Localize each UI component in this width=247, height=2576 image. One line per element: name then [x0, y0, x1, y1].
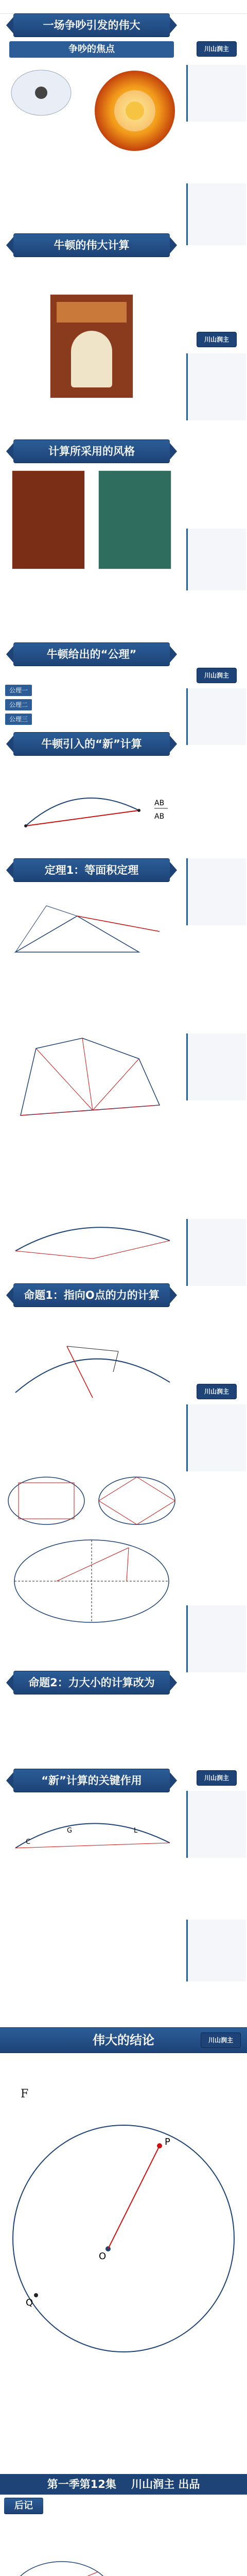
book-cover-principia: [50, 294, 133, 398]
axiom-text: [36, 714, 178, 725]
style-para-1: [5, 572, 178, 601]
section-intro: [0, 13, 183, 233]
season-by: 川山润主 出品: [131, 2478, 200, 2490]
main-column: [0, 13, 183, 1880]
author-badge: 川山润主: [197, 1770, 237, 1786]
equal-area-para-1: [5, 966, 178, 995]
label-ab: AB: [154, 799, 165, 807]
conclusion-para-1: [5, 2057, 242, 2067]
section-new-calc: [0, 732, 183, 858]
side-note: [186, 1219, 246, 1286]
point-q: [34, 2293, 38, 2297]
section-title-intro: 一场争吵引发的伟大: [13, 13, 170, 37]
section-key-role: [0, 1769, 183, 1880]
afterword-para-2: [125, 2551, 242, 2576]
conclusion-headline: [5, 2072, 242, 2082]
axioms-block: [0, 666, 183, 732]
side-note: [186, 65, 246, 122]
equal-area-para-2: [5, 999, 178, 1009]
label-o: O: [99, 2251, 107, 2262]
equal-area-sub-2: [5, 1013, 178, 1024]
axiom-tag: 公理一: [5, 685, 32, 696]
section-title-afterword: 后记: [4, 2498, 43, 2514]
section-great-calc: [0, 233, 183, 439]
label-c: C: [26, 1838, 31, 1846]
prop-2-para-2: [5, 1732, 178, 1760]
equal-area-sub-3: [5, 1195, 178, 1206]
ellipse-rhombus-figure: [96, 1472, 178, 1529]
axiom-row-2: [5, 699, 178, 710]
author-badge: 川山润主: [197, 1384, 237, 1399]
prop-1-para-2: [5, 1406, 178, 1435]
prop-2-para-1: [5, 1699, 178, 1727]
axiom-tag: 公理二: [5, 699, 32, 710]
conclusion-ellipse-figure: [5, 2099, 242, 2367]
axiom-tag: 公理三: [5, 714, 32, 725]
afterword-para-1: [5, 2518, 242, 2547]
side-note: [186, 1605, 246, 1672]
label-p: P: [165, 2137, 170, 2147]
section-conclusion: [0, 2027, 247, 2439]
intro-para-2: [5, 196, 178, 225]
section-axioms: [0, 642, 183, 732]
axiom-row-1: [5, 685, 178, 696]
equal-area-para-5: [5, 1265, 178, 1275]
conclusion-orbit: [13, 2125, 234, 2352]
side-note: [186, 688, 246, 745]
top-subtitle: [0, 0, 247, 14]
planet-dot: [35, 87, 47, 99]
prop-1-para-1: [5, 1311, 178, 1321]
intro-subtitle: 争吵的焦点: [9, 41, 174, 58]
section-title-prop-1: 命题1：指向O点的力的计算: [13, 1283, 170, 1307]
orbit-arc-figure: [5, 1210, 178, 1261]
section-style: [0, 439, 183, 642]
section-prop-1: [0, 1283, 183, 1671]
ellipse-construction-figure: [5, 1532, 178, 1630]
section-equal-area: [0, 858, 183, 1283]
side-note: [186, 1404, 246, 1471]
side-note: [186, 1033, 246, 1100]
law-f: F: [21, 2088, 29, 2100]
section-title-conclusion: 伟大的结论: [0, 2027, 247, 2053]
equal-area-para-4: [5, 1162, 178, 1191]
afterword-block: [0, 2514, 247, 2576]
key-role-para-1: [5, 1862, 178, 1872]
side-note: [186, 1791, 246, 1858]
prop-1-figure: [5, 1326, 178, 1403]
style-para-2: [5, 605, 178, 634]
section-title-new-calc: 牛顿引入的“新”计算: [13, 732, 170, 756]
axioms-intro: [5, 670, 178, 681]
season-banner: [0, 2474, 247, 2495]
ellipse-rect-figure: [5, 1472, 87, 1529]
equal-area-para-3: [5, 1129, 178, 1158]
conclusion-law: [5, 2089, 242, 2099]
prop-2-block: [0, 1694, 183, 1769]
label-g: G: [67, 1827, 73, 1835]
author-badge: 川山润主: [197, 41, 237, 57]
triangles-figure-1: [5, 901, 178, 962]
equal-area-sub-1: [5, 886, 178, 896]
great-calc-para-2: [5, 402, 178, 431]
intro-block: [0, 37, 183, 233]
new-calc-block: [0, 756, 183, 858]
key-role-figure: [5, 1797, 178, 1858]
season-title: 第一季第12集: [47, 2478, 116, 2490]
style-block: [0, 463, 183, 642]
label-arc: AB: [154, 812, 165, 821]
label-q: Q: [26, 2297, 33, 2308]
section-title-equal-area: 定理1：等面积定理: [13, 858, 170, 882]
section-title-key-role: “新”计算的关键作用: [13, 1769, 170, 1792]
section-afterword: [0, 2498, 247, 2576]
new-calc-para-1: [5, 760, 178, 770]
equal-area-block: [0, 882, 183, 1283]
side-note: [186, 529, 246, 590]
great-calc-block: [0, 257, 183, 439]
book-cover-principia-2: [12, 470, 85, 569]
prop-1-para-3: [5, 1439, 178, 1468]
book-cover-elements: [98, 470, 171, 569]
side-note: [186, 1920, 246, 1981]
side-note: [186, 353, 246, 420]
orbit-figure: [5, 62, 178, 160]
section-title-style: 计算所采用的风格: [13, 439, 170, 463]
prop-1-para-4: [5, 1634, 178, 1663]
arc-curve: [26, 798, 139, 826]
polygon-figure: [5, 1028, 178, 1126]
section-title-great-calc: 牛顿的伟大计算: [13, 233, 170, 257]
axiom-text: [36, 685, 178, 696]
intro-para-1: [5, 163, 178, 192]
side-note: [186, 858, 246, 925]
axiom-row-3: [5, 714, 178, 725]
author-badge: 川山润主: [201, 2032, 241, 2048]
section-prop-2: [0, 1671, 183, 1769]
great-calc-para-1: [5, 261, 178, 290]
axiom-text: [36, 699, 178, 710]
key-role-block: [0, 1792, 183, 1880]
section-title-axioms: 牛顿给出的“公理”: [13, 642, 170, 666]
afterword-figure: [5, 2551, 118, 2576]
section-title-prop-2: 命题2：力大小的计算改为: [13, 1671, 170, 1694]
prop-1-block: [0, 1307, 183, 1671]
label-l: L: [134, 1827, 138, 1835]
conclusion-block: [0, 2053, 247, 2375]
new-calc-caption: [5, 840, 178, 850]
author-badge: 川山润主: [197, 332, 237, 347]
arc-chord-figure: [5, 774, 178, 836]
side-note: [186, 183, 246, 245]
author-badge: 川山润主: [197, 668, 237, 683]
